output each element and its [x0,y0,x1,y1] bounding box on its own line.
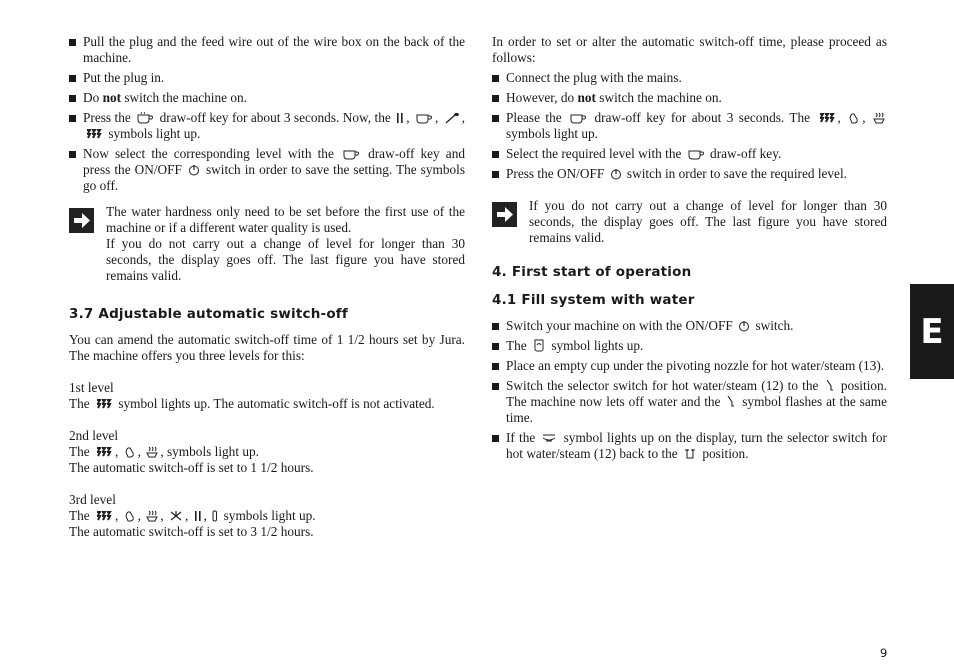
waves-icon [95,446,113,458]
page-number: 9 [880,646,888,660]
list-item: Press the ON/OFF switch in order to save the required level. [492,166,887,182]
hand-icon [124,446,136,458]
filter-icon [212,510,218,522]
nozzle-icon [825,379,835,392]
nozzle-icon [726,395,736,408]
hand-icon [848,112,860,124]
arrow-right-icon [69,208,94,233]
power-icon [610,168,622,180]
list-item: Put the plug in. [69,70,465,86]
note-text: The water hardness only need to be set before the first use of the machine or if a different water quality is used. [106,204,465,235]
paragraph: In order to set or alter the automatic switch-off time, please proceed as follows: [492,34,887,65]
list-item: Switch the selector switch for hot water/steam (12) to the position. The machine now lets off water and the symbol flashes at the same time. [492,378,887,426]
paragraph: The symbol lights up. The automatic switch-off is not activated. [69,396,435,411]
section-tab: E [910,284,954,379]
power-icon [188,164,200,176]
note-text: If you do not carry out a change of level for longer than 30 seconds, the display goes off. The last figure you have stored remains valid. [529,198,887,245]
cup-icon [342,148,360,160]
note-block [492,198,887,246]
paragraph: The , , , , , symbols light up. [69,508,316,523]
left-column [69,34,465,540]
list-item: Do not switch the machine on. [69,90,465,106]
list-item: Please the draw-off key for about 3 seconds. The , , symbols light up. [492,110,887,142]
cup-icon [415,112,433,124]
paragraph: The automatic switch-off is set to 1 1/2 hours. [69,460,314,475]
list-item: Press the draw-off key for about 3 seconds. Now, the , , , symbols light up. [69,110,465,142]
fan-icon [169,510,183,522]
section-heading: 3.7 Adjustable automatic switch-off [69,306,348,322]
note-text: If you do not carry out a change of level for longer than 30 seconds, the display goes off. The last figure you have stored remains valid. [106,236,465,283]
list-item: Now select the corresponding level with the draw-off key and press the ON/OFF switch in order to save the setting. The symbols go off. [69,146,465,194]
arrow-right-icon [492,202,517,227]
cup-icon [569,112,587,124]
waves-icon [85,128,103,140]
cup-icon [136,112,154,124]
water-tank-icon [532,339,546,352]
steam-icon [146,510,158,522]
paragraph: The , , , symbols light up. [69,444,259,459]
list-item: Select the required level with the draw-off key. [492,146,887,162]
cup-position-icon [683,448,697,460]
spoon-icon [444,112,460,124]
steam-icon [146,446,158,458]
level-bars-icon [194,510,202,522]
section-heading: 4. First start of operation [492,264,692,280]
hand-icon [124,510,136,522]
waves-icon [818,112,836,124]
cup-icon [687,148,705,160]
list-item: Pull the plug and the feed wire out of the wire box on the back of the machine. [69,34,465,66]
note-block [69,204,465,284]
list-item: Place an empty cup under the pivoting nozzle for hot water/steam (13). [492,358,887,374]
level-title: 2nd level [69,428,119,443]
list-item: However, do not switch the machine on. [492,90,887,106]
steam-icon [873,112,885,124]
list-item: Switch your machine on with the ON/OFF switch. [492,318,887,334]
level-bars-icon [396,112,404,124]
rinse-icon [541,432,557,444]
power-icon [738,320,750,332]
waves-icon [95,510,113,522]
section-heading: 4.1 Fill system with water [492,292,695,308]
paragraph: The automatic switch-off is set to 3 1/2 hours. [69,524,314,539]
list-item: The symbol lights up. [492,338,887,354]
list-item: Connect the plug with the mains. [492,70,887,86]
level-title: 1st level [69,380,114,395]
right-column [492,34,887,462]
paragraph: You can amend the automatic switch-off time of 1 1/2 hours set by Jura. The machine offers you three levels for this: [69,332,465,363]
level-title: 3rd level [69,492,116,507]
list-item: If the symbol lights up on the display, turn the selector switch for hot water/steam (12) back to the position. [492,430,887,462]
waves-icon [95,398,113,410]
